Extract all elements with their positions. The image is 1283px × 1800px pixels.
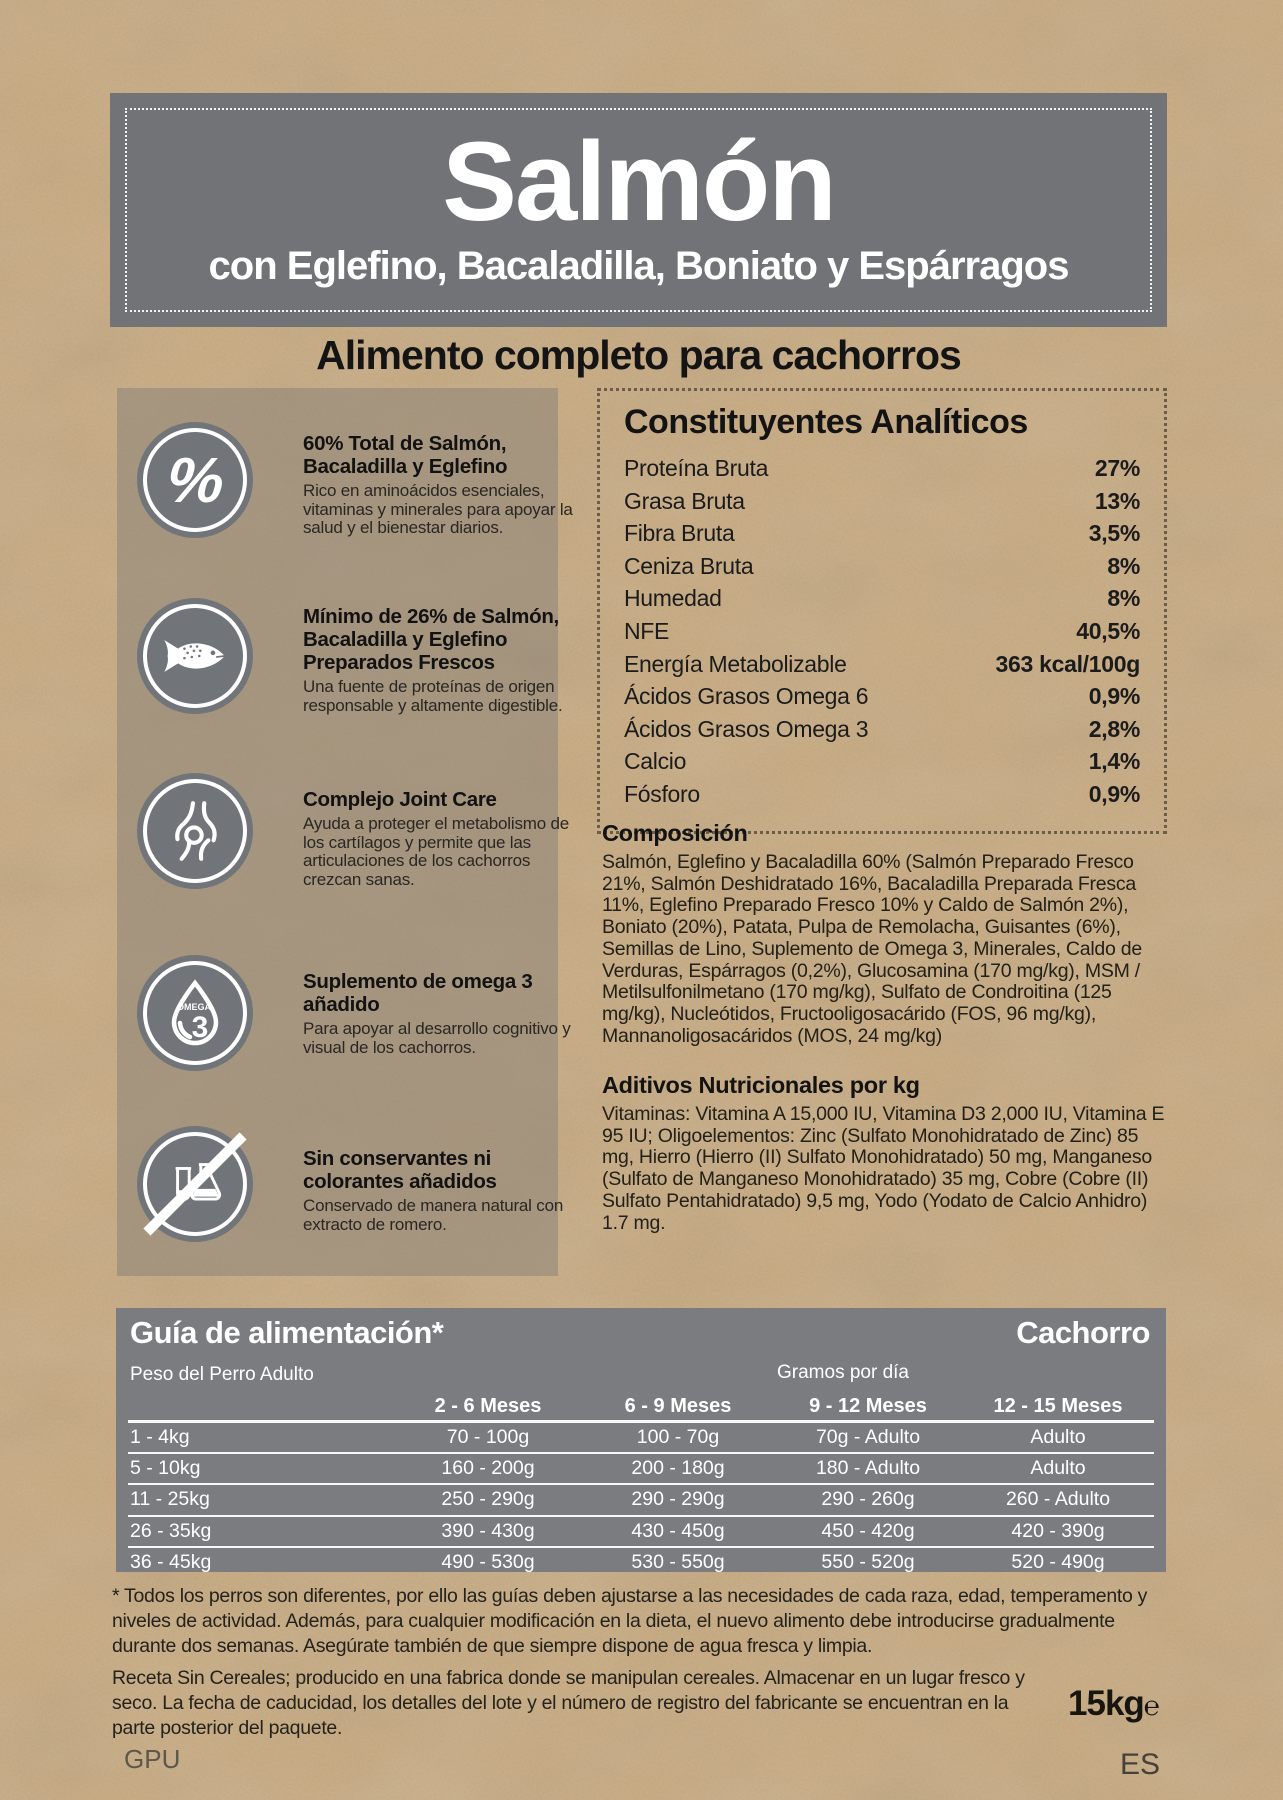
feature-body: Rico en aminoácidos esenciales, vitaminas y minerales para apoyar la salud y el bienestar diarios.	[303, 480, 573, 538]
feature-body: Para apoyar al desarrollo cognitivo y visual de los cachorros.	[303, 1018, 571, 1057]
analytics-row: Proteína Bruta 27%	[624, 455, 1140, 481]
feeding-table	[128, 1392, 1154, 1577]
feature-body: Conservado de manera natural con extracto de romero.	[303, 1195, 564, 1234]
composition-section	[602, 820, 1168, 1047]
feeding-guide-box	[116, 1308, 1166, 1572]
net-weight	[1000, 1684, 1160, 1724]
no-additives-icon	[137, 1126, 253, 1242]
analytics-row: Fibra Bruta 3,5%	[624, 520, 1140, 547]
feeding-table-row: 11 - 25kg 250 - 290g 290 - 290g 290 - 260g 260 - Adulto	[128, 1483, 1154, 1514]
analytical-constituents-box	[597, 388, 1167, 834]
analytics-row: Grasa Bruta 13%	[624, 487, 1140, 514]
feature-title: Sin conservantes ni colorantes añadidos	[303, 1147, 497, 1193]
feature-body: Ayuda a proteger el metabolismo de los cartílagos y permite que las articulaciones de los cachorros crezcan sanas.	[303, 813, 569, 890]
analytics-title: Constituyentes Analíticos	[624, 403, 1028, 441]
life-stage-badge: Cachorro	[1016, 1315, 1150, 1350]
analytics-row: Fósforo 0,9%	[624, 780, 1140, 807]
feeding-guide-title: Guía de alimentación*	[130, 1315, 444, 1350]
additives-title: Aditivos Nutricionales por kg	[602, 1072, 920, 1098]
analytics-row: Calcio 1,4%	[624, 748, 1140, 775]
unit-label: Gramos por día	[777, 1362, 909, 1383]
analytics-row: Ácidos Grasos Omega 6 0,9%	[624, 683, 1140, 710]
feature-title: Suplemento de omega 3 añadido	[303, 970, 533, 1016]
analytics-row: Ceniza Bruta 8%	[624, 552, 1140, 579]
language-code: ES	[1119, 1748, 1160, 1781]
feature-title: Mínimo de 26% de Salmón, Bacaladilla y Eglefino Preparados Frescos	[303, 605, 559, 674]
feeding-table-row: 5 - 10kg 160 - 200g 200 - 180g 180 - Adulto Adulto	[128, 1452, 1154, 1483]
feature-body: Una fuente de proteínas de origen responsable y altamente digestible.	[303, 676, 563, 715]
storage-note: Receta Sin Cereales; producido en una fabrica donde se manipulan cereales. Almacenar en un lugar fresco y seco. La fecha de caducidad, los detalles del lote y el número de registro del fabricante se encuentran en la parte posterior del paquete.	[112, 1667, 1025, 1739]
bottom-left-code: GPU	[124, 1744, 181, 1774]
product-subtitle: con Eglefino, Bacaladilla, Boniato y Espárragos	[208, 244, 1069, 288]
feeding-table-row: 26 - 35kg 390 - 430g 430 - 450g 450 - 420g 420 - 390g	[128, 1515, 1154, 1546]
additives-section	[602, 1072, 1168, 1234]
composition-body: Salmón, Eglefino y Bacaladilla 60% (Salmón Preparado Fresco 21%, Salmón Deshidratado 16%, Bacaladilla Preparada Fresca 11%, Eglefino Preparado Fresco 10% y Caldo de Salmón 2%), Boniato (20%), Patata, Pulpa de Remolacha, Guisantes (6%), Semillas de Lino, Suplemento de Omega 3, Minerales, Caldo de Verduras, Espárragos (0,2%), Glucosamina (170 mg/kg), MSM / Metilsulfonilmetano (170 mg/kg), Sulfato de Condroitina (125 mg/kg), Nucleótidos, Fructooligosacárido (FOS, 96 mg/kg), Mannanoligosacáridos (MOS, 24 mg/kg)	[602, 851, 1142, 1047]
feeding-table-header: 2 - 6 Meses 6 - 9 Meses 9 - 12 Meses 12 - 15 Meses	[128, 1392, 1154, 1423]
product-title: Salmón	[442, 119, 835, 244]
analytics-row: Energía Metabolizable 363 kcal/100g	[624, 650, 1140, 677]
fish-icon	[137, 598, 253, 714]
tagline: Alimento completo para cachorros	[316, 332, 961, 378]
additives-body: Vitaminas: Vitamina A 15,000 IU, Vitamina D3 2,000 IU, Vitamina E 95 IU; Oligoelementos: Zinc (Sulfato Monohidratado de Zinc) 85 mg, Hierro (Hierro (II) Sulfato Monohidratado) 50 mg, Manganeso (Sulfato de Manganeso Monohidratado) 35 mg, Cobre (Cobre (II) Sulfato Pentahidratado) 9,5 mg, Yodo (Yodato de Calcio Anhidro) 1.7 mg.	[602, 1103, 1165, 1234]
percent-icon: %	[137, 422, 253, 538]
header-banner	[110, 93, 1167, 327]
analytics-row: Ácidos Grasos Omega 3 2,8%	[624, 715, 1140, 742]
omega-label: OMEGA	[176, 1002, 212, 1012]
feature-title: Complejo Joint Care	[303, 788, 497, 811]
feeding-table-row: 36 - 45kg 490 - 530g 530 - 550g 550 - 520g 520 - 490g	[128, 1546, 1154, 1577]
prohibition-slash	[143, 1132, 246, 1235]
feeding-table-row: 1 - 4kg 70 - 100g 100 - 70g 70g - Adulto Adulto	[130, 1426, 1086, 1448]
analytics-row: Humedad 8%	[624, 585, 1140, 612]
estimated-sign: ℮	[1143, 1691, 1160, 1721]
weight-column-label: Peso del Perro Adulto	[130, 1364, 314, 1385]
omega3-droplet-icon	[137, 955, 253, 1071]
analytics-row: NFE 40,5%	[624, 617, 1140, 644]
omega-number: 3	[191, 1011, 209, 1044]
net-weight-value: 15kg	[1068, 1684, 1144, 1723]
header-dotted-frame	[125, 108, 1152, 312]
feeding-footnote: * Todos los perros son diferentes, por ello las guías deben ajustarse a las necesidades de cada raza, edad, temperamento y niveles de actividad. Además, para cualquier modificación en la dieta, el nuevo alimento debe introducirse gradualmente durante dos semanas. Asegúrate también de que siempre dispone de agua fresca y limpia.	[112, 1585, 1148, 1657]
joint-icon	[137, 773, 253, 889]
feature-title: 60% Total de Salmón, Bacaladilla y Eglefino	[303, 432, 508, 478]
composition-title: Composición	[602, 820, 748, 846]
